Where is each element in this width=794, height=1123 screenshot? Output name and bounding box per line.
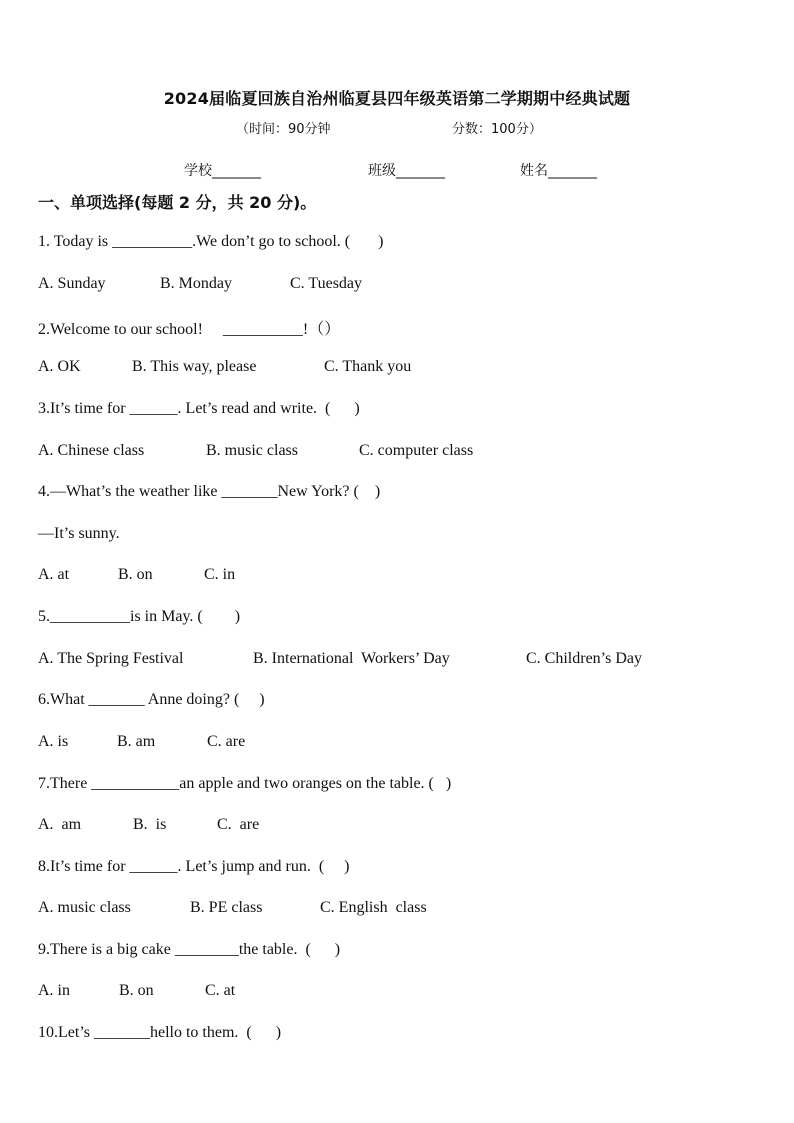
q8-option-a: A. music class <box>38 899 131 916</box>
class-field: 班级_______ <box>368 163 445 179</box>
school-field: 学校_______ <box>184 163 261 179</box>
question-8: 8.It’s time for ______. Let’s jump and run. ( ) <box>38 858 350 875</box>
q5-option-a: A. The Spring Festival <box>38 650 184 667</box>
q4-option-b: B. on <box>118 566 153 583</box>
q6-option-c: C. are <box>207 733 246 750</box>
q9-option-c: C. at <box>205 982 236 999</box>
question-10: 10.Let’s _______hello to them. ( ) <box>38 1024 282 1041</box>
q5-option-b: B. International Workers’ Day <box>253 650 450 667</box>
q3-option-b: B. music class <box>206 442 298 459</box>
q1-option-c: C. Tuesday <box>290 275 363 292</box>
question-7: 7.There ___________an apple and two oranges on the table. ( ) <box>38 775 452 792</box>
exam-time: （时间：90分钟 <box>236 122 331 137</box>
q2-option-b: B. This way, please <box>132 358 257 375</box>
q8-option-b: B. PE class <box>190 899 263 916</box>
question-5: 5.__________is in May. ( ) <box>38 608 241 625</box>
name-field: 姓名_______ <box>520 163 597 179</box>
question-6: 6.What _______ Anne doing? ( ) <box>38 691 265 708</box>
q4-option-a: A. at <box>38 566 70 583</box>
q7-option-a: A. am <box>38 816 82 833</box>
question-1: 1. Today is __________.We don’t go to school. ( ) <box>38 233 384 250</box>
q8-option-c: C. English class <box>320 899 427 916</box>
q2-option-a: A. OK <box>38 358 81 375</box>
q2-option-c: C. Thank you <box>324 358 412 375</box>
q1-option-a: A. Sunday <box>38 275 106 292</box>
q9-option-b: B. on <box>119 982 154 999</box>
question-9: 9.There is a big cake ________the table. ( ) <box>38 941 341 958</box>
question-4: 4.—What’s the weather like _______New York? ( ) <box>38 483 381 500</box>
q5-option-c: C. Children’s Day <box>526 650 642 667</box>
q9-option-a: A. in <box>38 982 70 999</box>
q6-option-a: A. is <box>38 733 69 750</box>
q6-option-b: B. am <box>117 733 156 750</box>
q3-option-c: C. computer class <box>359 442 474 459</box>
q4-option-c: C. in <box>204 566 236 583</box>
question-2: 2.Welcome to our school! __________!（） <box>38 321 341 338</box>
question-4-answer-line: —It’s sunny. <box>38 525 120 542</box>
q7-option-c: C. are <box>217 816 260 833</box>
q3-option-a: A. Chinese class <box>38 442 145 459</box>
exam-title: 2024届临夏回族自治州临夏县四年级英语第二学期期中经典试题 <box>163 89 631 108</box>
exam-score: 分数：100分） <box>452 122 542 137</box>
section-heading: 一、单项选择(每题 2 分，共 20 分)。 <box>38 193 317 212</box>
q1-option-b: B. Monday <box>160 275 232 292</box>
question-3: 3.It’s time for ______. Let’s read and write. ( ) <box>38 400 360 417</box>
q7-option-b: B. is <box>133 816 167 833</box>
